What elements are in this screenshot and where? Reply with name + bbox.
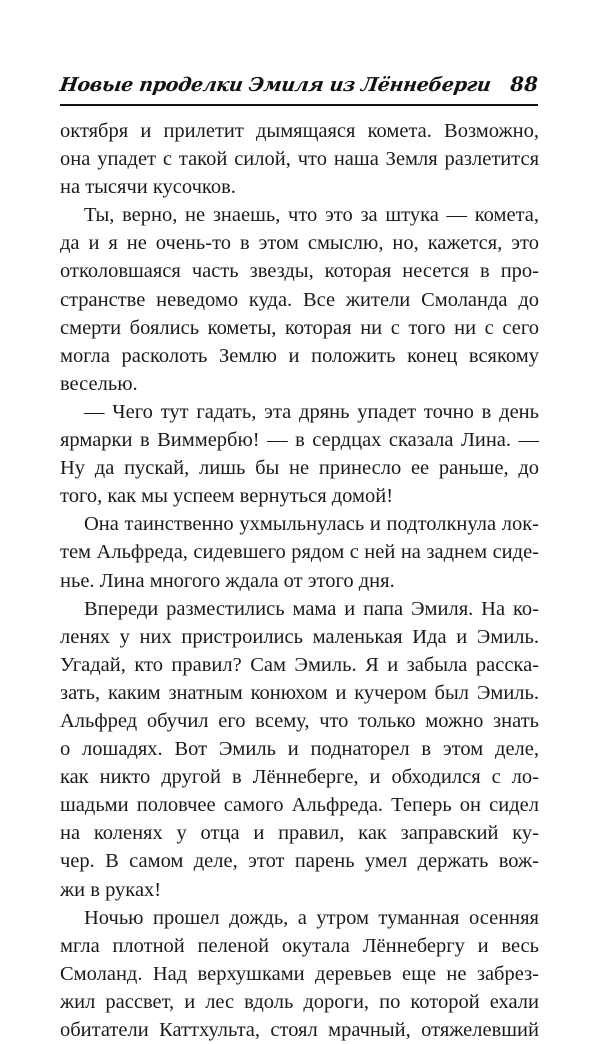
text-line: мгла плотной пеленой окутала Лённебергу и весь bbox=[60, 934, 539, 957]
text-line: — Чего тут гадать, эта дрянь упадет точно в день bbox=[84, 400, 539, 423]
text-line: Альфред обучил его всему, что только можно знать bbox=[60, 709, 539, 732]
text-line: на коленях у отца и правил, как заправский ку- bbox=[60, 822, 539, 845]
text-line: шадьми половчее самого Альфреда. Теперь он сидел bbox=[60, 794, 539, 817]
text-line: того, как мы успеем вернуться домой! bbox=[60, 485, 394, 508]
text-line: Смоланд. Над верхушками деревьев еще не забрез- bbox=[60, 962, 539, 985]
text-line: отколовшаяся часть звезды, которая несется в про- bbox=[60, 260, 539, 283]
text-line: она упадет с такой силой, что наша Земля разлетится bbox=[60, 148, 539, 171]
text-line: зать, каким знатным конюхом и кучером был Эмиль. bbox=[60, 681, 539, 704]
text-line: жил рассвет, и лес вдоль дороги, по которой ехали bbox=[60, 990, 539, 1013]
page-number: 88 bbox=[510, 72, 538, 96]
text-line: странстве неведомо куда. Все жители Смоланда до bbox=[60, 288, 539, 311]
text-line: тем Альфреда, сидевшего рядом с ней на заднем сиде- bbox=[60, 541, 539, 564]
text-line: смерти боялись кометы, которая ни с того ни с сего bbox=[60, 316, 539, 339]
text-line: о лошадях. Вот Эмиль и поднаторел в этом деле, bbox=[60, 738, 539, 761]
text-line: Угадай, кто правил? Сам Эмиль. Я и забыла расска- bbox=[60, 653, 539, 676]
paragraph bbox=[60, 595, 539, 904]
paragraph bbox=[60, 398, 539, 510]
body-text bbox=[60, 117, 539, 1044]
text-line: Ты, верно, не знаешь, что это за штука — комета, bbox=[84, 204, 539, 227]
paragraph bbox=[60, 201, 539, 398]
text-line: Ночью прошел дождь, а утром туманная осенняя bbox=[84, 906, 539, 929]
text-line: октября и прилетит дымящаяся комета. Возможно, bbox=[60, 120, 539, 142]
text-line: на тысячи кусочков. bbox=[60, 176, 236, 199]
text-line: чер. В самом деле, этот парень умел держать вож- bbox=[60, 850, 539, 873]
text-line: ярмарки в Виммербю! — в сердцах сказала Лина. — bbox=[60, 429, 539, 452]
paragraph bbox=[60, 510, 539, 594]
text-line: нье. Лина многого ждала от этого дня. bbox=[60, 569, 395, 592]
text-line: веселью. bbox=[60, 372, 138, 395]
text-line: да и я не очень-то в этом смыслю, но, кажется, это bbox=[60, 232, 539, 255]
text-line: Она таинственно ухмыльнулась и подтолкнула лок- bbox=[84, 513, 539, 536]
running-title: Новые проделки Эмиля из Лённеберги bbox=[58, 74, 493, 96]
text-line: Ну да пускай, лишь бы не принесло ее раньше, до bbox=[60, 457, 539, 480]
text-line: обитатели Каттхульта, стоял мрачный, отяжелевший bbox=[60, 1019, 539, 1041]
text-line: как никто другой в Лённеберге, и обходился с ло- bbox=[60, 766, 539, 789]
paragraph bbox=[60, 904, 539, 1044]
text-line: ленях у них пристроились маленькая Ида и Эмиль. bbox=[60, 625, 539, 648]
running-head bbox=[60, 72, 538, 106]
text-line: могла расколоть Землю и положить конец всякому bbox=[60, 344, 539, 367]
paragraph bbox=[60, 117, 539, 201]
text-line: Впереди разместились мама и папа Эмиля. На ко- bbox=[84, 597, 539, 620]
text-line: жи в руках! bbox=[60, 878, 162, 901]
